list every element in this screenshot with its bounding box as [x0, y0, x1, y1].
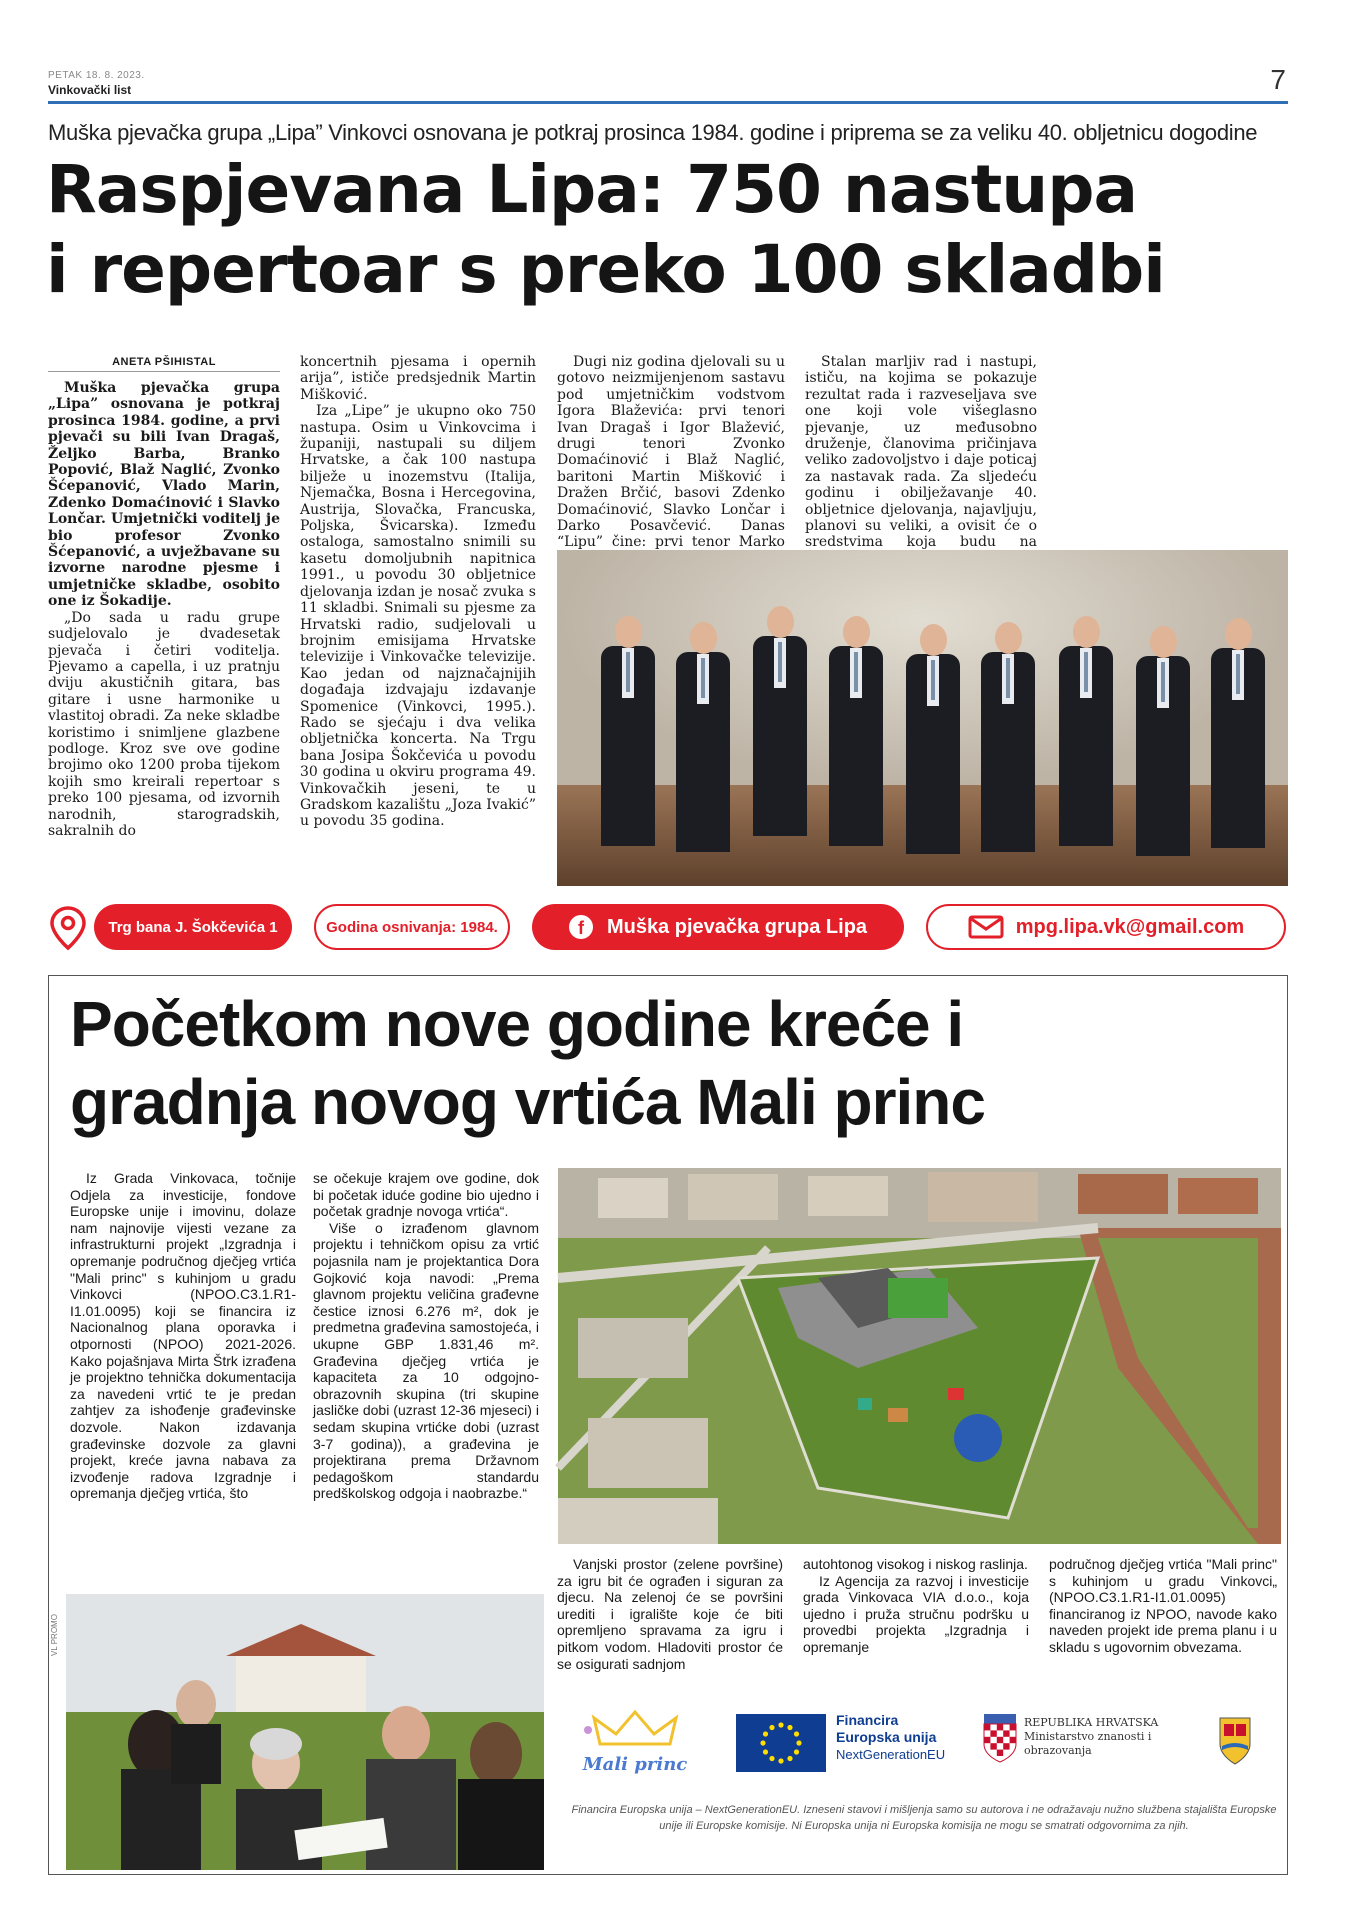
- issue-date: PETAK 18. 8. 2023.: [48, 70, 145, 81]
- paper-name: Vinkovački list: [48, 83, 132, 97]
- email-link[interactable]: [926, 904, 1286, 950]
- eu-funding-label: Financira Europska unija NextGenerationEU: [836, 1712, 946, 1762]
- article2-paragraph: područnog dječjeg vrtića "Mali princ" s kuhinjom u gradu Vinkovci„ (NPOO.C3.1.R1-I1.01.0095) financiranog iz NPOO, navode kako naveden projekt ide prema planu i u skladu s ugovornim obvezama.: [1049, 1556, 1277, 1655]
- article1-column-3c: [1057, 354, 1287, 530]
- article1-column-1: [48, 356, 280, 839]
- page-header: [48, 64, 1288, 104]
- singer-figure: [1055, 616, 1117, 846]
- byline: ANETA PŠIHISTAL: [48, 356, 280, 372]
- article2-headline-line1: Početkom nove godine kreće i: [70, 988, 964, 1060]
- article1-kicker: Muška pjevačka grupa „Lipa” Vinkovci osnovana je potkraj prosinca 1984. godine i priprema se za veliku 40. obljetnicu dogodine: [48, 120, 1258, 145]
- article2-paragraph: autohtonog visokog i niskog raslinja.: [803, 1556, 1028, 1572]
- article1-column-3a: [557, 354, 785, 551]
- article2-headline-line2: gradnja novog vrtića Mali princ: [70, 1066, 985, 1138]
- singer-figure: [749, 606, 811, 836]
- mali-princ-logo: [580, 1710, 690, 1778]
- article2-paragraph: Iz Grada Vinkovaca, točnije Odjela za investicije, fondove Europske unije i imovinu, dolaze nam najnovije vijesti vezane za infrastrukturni projekt „Izgradnja i opremanje područnog dječjeg vrtića "Mali princ" s kuhinjom u gradu Vinkovci (NPOO.C3.1.R1-I1.01.0095) koji se financira iz Nacionalnog plana oporavka i otpornosti (NPOO) 2021-2026. Kako pojašnjava Mirta Štrk izrađena je projektno tehnička dokumentacija za navedeni vrtić te je predan zahtjev za ishođenje građevinske dozvole. Nakon izdavanja građevinske dozvole za glavni projekt, kreće javna nabava za izvođenje radova Izgradnje i opremanja dječjeg vrtića, što: [70, 1170, 296, 1502]
- singer-figure: [672, 622, 734, 852]
- article1-paragraph: Stalan marljiv rad i nastupi, ističu, na kojima se pokazuje rezultat rada i razveseljava sve one koji vole višeglasno pjevanje, uz međusobno druženje, članovima pričinjava veliko zadovoljstvo i daje poticaj za nastavak rada. Za sljedeću godinu i obilježavanje 40. obljetnice djelovanja, najavljuju, planovi su veliki, a ovisit će o sredstvima koja budu na: [805, 354, 1037, 551]
- facebook-icon: f: [569, 915, 593, 939]
- article2-paragraph: se očekuje krajem ove godine, dok bi početak iduće godine bio ujedno i početak gradnje novoga vrtića“.: [313, 1170, 539, 1220]
- article1-paragraph: Dugi niz godina djelovali su u gotovo neizmijenjenom sastavu pod umjetničkim vodstvom Igora Blaževića: prvi tenori Ivan Dragaš i Igor Blažević, drugi tenori Zvonko Domaćinović i Blaž Naglić, baritoni Martin Mišković i Dražen Brčić, basovi Zdenko Domaćinović, Slavko Lončar i Darko Posavčević. Danas “Lipu” čine: prvi tenor Marko: [557, 354, 785, 551]
- article2-paragraph: Vanjski prostor (zelene površine) za igru bit će ograđen i siguran za djecu. Na zelenoj će se površini urediti i igralište koje će biti opremljeno spravama za igru i pitkom vodom. Hladoviti prostor će se osigurati sadnjom: [557, 1556, 783, 1672]
- article2-paragraph: Više o izrađenom glavnom projektu i tehničkom opisu za vrtić pojasnila nam je projektantica Dora Gojković koja navodi: „Prema glavnom projektu veličina građevne čestice iznosi 6.276 m², dok je predmetna građevina samostojeća, i ukupne GBP 1.831,46 m². Građevina dječjeg vrtića je kapaciteta za 10 odgojno-obrazovnih skupina (tri skupine jasličke dobi (uzrast 12-36 mjeseci) i sedam skupina vrtićke dobi (uzrast 3-7 godina)), a građevina je projektirana prema Državnom pedagoškom standardu predškolskog odgoja i naobrazbe.“: [313, 1219, 539, 1502]
- article1-headline-line1: Raspjevana Lipa: 750 nastupa: [46, 151, 1138, 228]
- eu-disclaimer: Financira Europska unija – NextGenerationEU. Izneseni stavovi i mišljenja samo su autorova i ne odražavaju nužno službena stajališta Europske unije ili Europske komisije. Ni Europska unija ni Europska komisija ne mogu se smatrati odgovornima za njih.: [571, 1804, 1277, 1832]
- mali-princ-label: Mali princ: [582, 1754, 688, 1775]
- singer-figure: [977, 622, 1039, 852]
- choir-photo: [557, 550, 1288, 886]
- officials-photo: [66, 1594, 544, 1870]
- article2-headline: [70, 985, 1270, 1141]
- article1-paragraph: „Do sada u radu grupe sudjelovalo je dvadesetak pjevača i četiri voditelja. Pjevamo a capella, i uz pratnju dviju akustičnih gitara, bas gitare i usne harmonike u vlastitoj obradi. Za neke skladbe koristimo i snimljene glazbene podloge. Kroz sve ove godine brojimo oko 1200 proba tijekom kojih smo kreirali repertoar s preko 100 pjesama, od izvornih narodnih, starogradskih, sakralnih do: [48, 609, 280, 839]
- photo-credit: VL PROMO: [50, 1614, 59, 1656]
- location-pin-icon: [48, 906, 88, 950]
- article1-paragraph: koncertnih pjesama i opernih arija”, ističe predsjednik Martin Mišković.: [300, 354, 536, 403]
- email-label: mpg.lipa.vk@gmail.com: [1015, 915, 1245, 938]
- article1-headline: [46, 150, 1296, 310]
- facebook-label: Muška pjevačka grupa Lipa: [606, 915, 868, 938]
- contact-info-bar: [48, 902, 1288, 952]
- page-number: 7: [1270, 64, 1286, 95]
- address-badge: Trg bana J. Šokčevića 1: [94, 904, 292, 950]
- article2-column-1: [70, 1170, 296, 1502]
- singer-figure: [1132, 626, 1194, 856]
- article2-column-5: [1049, 1556, 1277, 1656]
- article2-column-4: [803, 1556, 1029, 1656]
- ministry-label: REPUBLIKA HRVATSKA Ministarstvo znanosti i obrazovanja: [1024, 1716, 1159, 1757]
- singer-figure: [825, 616, 887, 846]
- croatia-coat-of-arms-icon: [982, 1714, 1018, 1764]
- kindergarten-aerial-render: [558, 1168, 1281, 1544]
- article2-paragraph: Iz Agencija za razvoj i investicije grada Vinkovaca VIA d.o.o., koja ujedno i pruža stručnu podršku u provedbi projekta „Izgradnja i opremanje: [803, 1572, 1029, 1655]
- eu-flag-icon: [736, 1714, 826, 1772]
- founded-badge: Godina osnivanja: 1984.: [314, 904, 510, 950]
- article1-lead: Muška pjevačka grupa „Lipa” osnovana je potkraj prosinca 1984. godine, a prvi pjevači su bili Ivan Dragaš, Željko Barba, Branko Popović, Blaž Naglić, Zvonko Šćepanović, Vlado Marin, Zdenko Domaćinović i Slavko Lončar. Umjetnički voditelj je bio profesor Zvonko Šćepanović, a uvježbavane su izvorne narodne pjesme i umjetničke skladbe, osobito one iz Šokadije.: [48, 380, 280, 610]
- article1-column-2: [300, 354, 536, 830]
- article1-paragraph: Iza „Lipe” je ukupno oko 750 nastupa. Osim u Vinkovcima i županiji, nastupali su diljem Hrvatske, a čak 100 nastupa bilježe u inozemstvu (Italija, Njemačka, Bosna i Hercegovina, Austrija, Slovačka, Francuska, Poljska, Švicarska). Između ostaloga, samostalno snimili su kasetu domoljubnih napitnica 1991., u povodu 30 obljetnice djelovanja izdan je nosač zvuka s 11 skladbi. Snimali su pjesme za Hrvatski radio, sudjelovali u brojnim emisijama Hrvatske televizije i Vinkovačke televizije. Kao jedan od najznačajnijih događaja izdvajaju izdavanje Spomenice (Vinkovci, 1995.). Rado se sjećaju i dva velika obljetnička koncerta. Na Trgu bana Josipa Šokčevića u povodu 30 godina u okviru programa 49. Vinkovačkih jeseni, te u Gradskom kazalištu „Joza Ivakić” u povodu 35 godina.: [300, 403, 537, 830]
- funding-logos: [580, 1704, 1280, 1784]
- article2-column-3: [557, 1556, 783, 1672]
- article1-column-3b: [805, 354, 1037, 551]
- singer-figure: [597, 616, 659, 846]
- facebook-link[interactable]: [532, 904, 904, 950]
- singer-figure: [1207, 618, 1269, 848]
- mail-icon: [968, 915, 1004, 939]
- article1-headline-line2: i repertoar s preko 100 skladbi: [46, 231, 1165, 308]
- vinkovci-coat-of-arms-icon: [1214, 1714, 1256, 1766]
- crown-icon: [580, 1710, 690, 1750]
- singer-figure: [902, 624, 964, 854]
- article2-column-2: [313, 1170, 539, 1502]
